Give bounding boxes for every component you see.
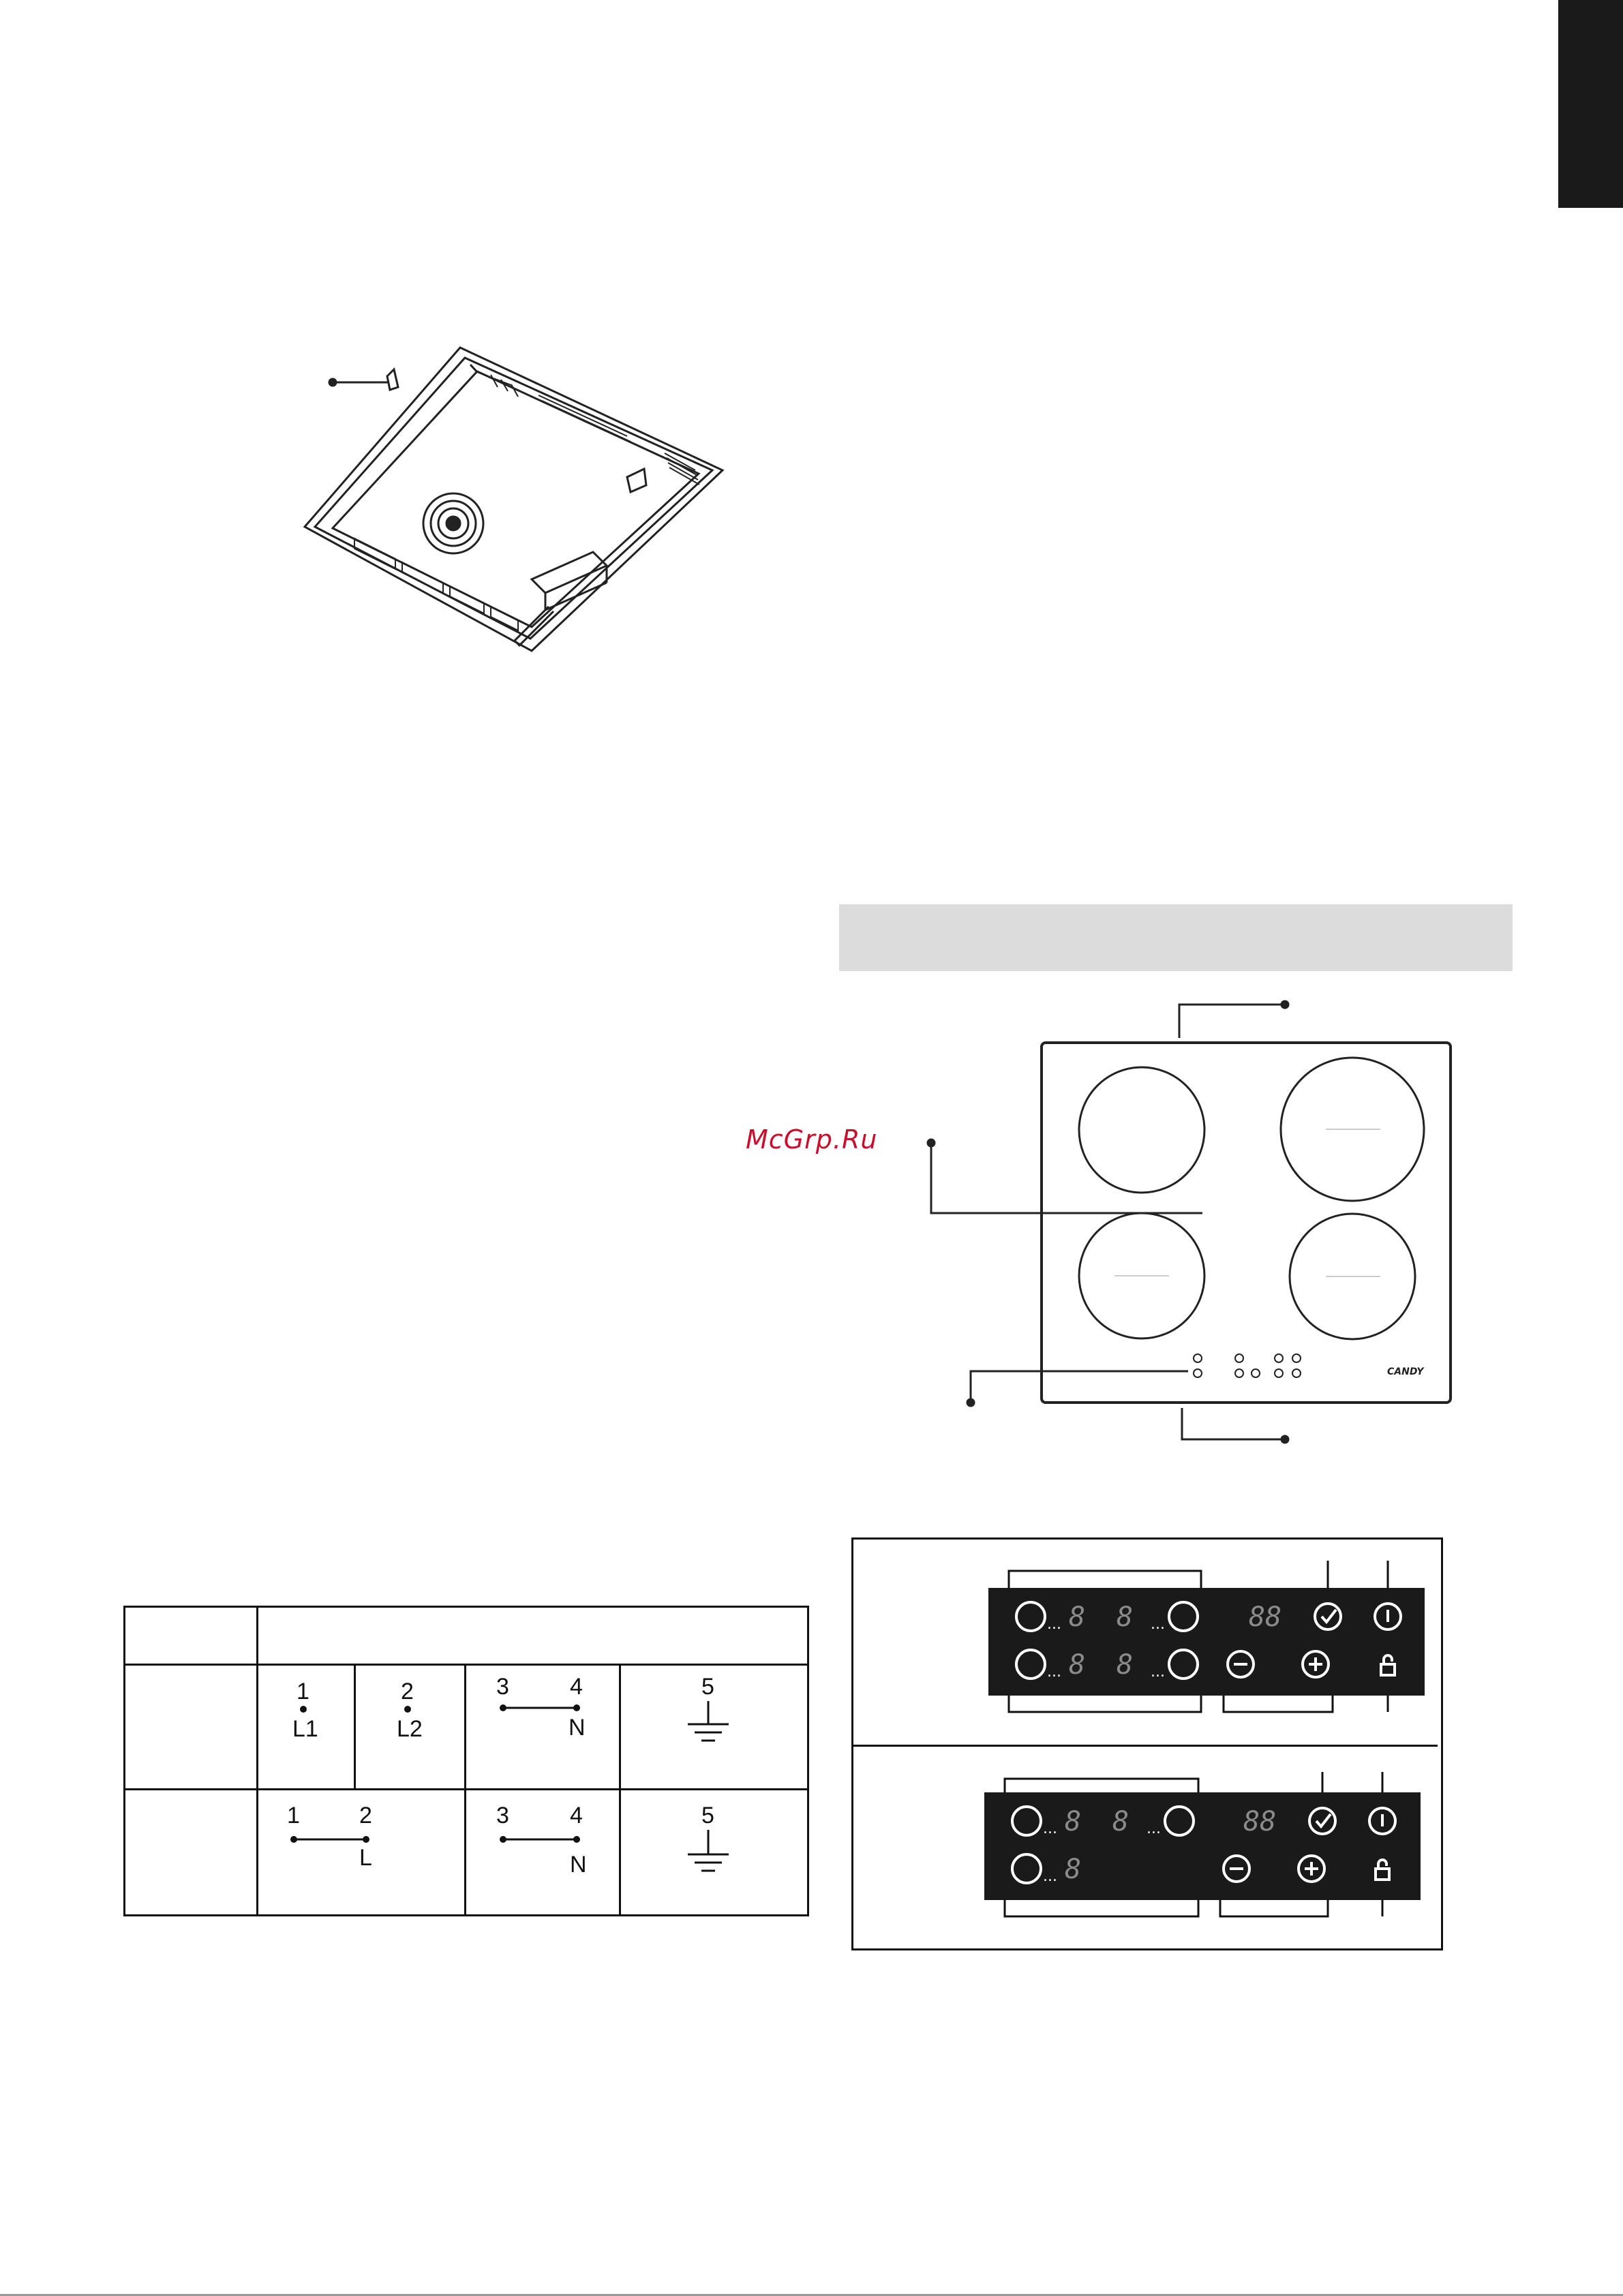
language-tab bbox=[1558, 0, 1623, 208]
panel-separator bbox=[851, 1745, 1438, 1747]
fixing-clip bbox=[387, 369, 398, 390]
terminal-label-n: N bbox=[570, 1852, 587, 1878]
dots-3: ... bbox=[1047, 1664, 1061, 1681]
dots-1: ... bbox=[1047, 1616, 1061, 1633]
zone-display-2: 8 bbox=[1117, 1602, 1134, 1633]
bracket-power-keys bbox=[1224, 1696, 1333, 1712]
wiring-header-cell-2 bbox=[258, 1607, 808, 1665]
zone-display-4: 8 bbox=[1117, 1649, 1134, 1681]
bracket-power-keys bbox=[1220, 1900, 1328, 1916]
zone-display-3: 8 bbox=[1069, 1649, 1086, 1681]
timer-display: 88 bbox=[1243, 1806, 1277, 1837]
terminal-label-n: N bbox=[568, 1715, 586, 1741]
terminal-number-2: 2 bbox=[359, 1803, 372, 1828]
leader-cooking-zone bbox=[931, 1143, 1202, 1213]
earth-icon bbox=[688, 1830, 729, 1871]
terminal-number-3: 3 bbox=[496, 1803, 509, 1828]
wiring-row-1 bbox=[125, 1665, 808, 1790]
terminal-number-4: 4 bbox=[570, 1803, 583, 1828]
terminal-cell-5 bbox=[620, 1790, 808, 1916]
bracket-top-zones bbox=[1005, 1779, 1198, 1792]
terminal-label-l2: L2 bbox=[397, 1716, 423, 1742]
watermark-text: McGrp.Ru bbox=[746, 1124, 878, 1154]
leader-frame bbox=[1182, 1408, 1285, 1439]
zone-display-1: 8 bbox=[1065, 1806, 1082, 1837]
hob-underside-illustration bbox=[273, 334, 763, 682]
earth-icon bbox=[688, 1701, 729, 1741]
leader-glass-top bbox=[1179, 1005, 1285, 1038]
terminal-number-1: 1 bbox=[287, 1803, 300, 1828]
section-heading-band bbox=[839, 904, 1513, 971]
wiring-header-row bbox=[125, 1607, 808, 1665]
dots-1: ... bbox=[1043, 1820, 1057, 1837]
terminal-cell-1-2 bbox=[258, 1790, 466, 1916]
terminal-label-l: L bbox=[359, 1845, 372, 1871]
terminal-cell-1 bbox=[258, 1665, 355, 1790]
zone-display-2: 8 bbox=[1112, 1806, 1129, 1837]
terminal-cell-3-4 bbox=[466, 1790, 620, 1916]
terminal-cell-2 bbox=[355, 1665, 466, 1790]
control-panel-four-zone bbox=[982, 1561, 1431, 1731]
brand-logo: CANDY bbox=[1387, 1366, 1424, 1377]
bracket-top-zones bbox=[1009, 1571, 1201, 1588]
wiring-row-label-2 bbox=[125, 1790, 258, 1916]
terminal-number-4: 4 bbox=[570, 1674, 583, 1700]
terminal-cell-3-4 bbox=[466, 1665, 620, 1790]
zone-display-1: 8 bbox=[1069, 1602, 1086, 1633]
hob-leader-lines bbox=[920, 1131, 1207, 1411]
dots-4: ... bbox=[1151, 1664, 1165, 1681]
terminal-label-l1: L1 bbox=[292, 1716, 318, 1742]
wiring-header-cell-1 bbox=[125, 1607, 258, 1665]
leader-control-panel bbox=[971, 1371, 1188, 1403]
wiring-table bbox=[123, 1606, 809, 1916]
dots-3: ... bbox=[1043, 1868, 1057, 1885]
terminal-number-1: 1 bbox=[297, 1679, 309, 1704]
terminal-cell-5 bbox=[620, 1665, 808, 1790]
wiring-row-2 bbox=[125, 1790, 808, 1916]
dots-2: ... bbox=[1147, 1820, 1161, 1837]
control-panel-three-zone bbox=[982, 1772, 1431, 1942]
wiring-row-label-1 bbox=[125, 1665, 258, 1790]
terminal-number-5: 5 bbox=[701, 1674, 714, 1700]
terminal-number-2: 2 bbox=[401, 1679, 414, 1704]
zone-display-3: 8 bbox=[1065, 1854, 1082, 1885]
terminal-number-5: 5 bbox=[701, 1803, 714, 1828]
hob-outer-frame bbox=[305, 348, 723, 651]
dots-2: ... bbox=[1151, 1616, 1165, 1633]
bracket-bottom-zones bbox=[1009, 1696, 1201, 1712]
bracket-bottom-zone bbox=[1005, 1900, 1198, 1916]
terminal-number-3: 3 bbox=[496, 1674, 509, 1700]
timer-display: 88 bbox=[1249, 1602, 1282, 1633]
